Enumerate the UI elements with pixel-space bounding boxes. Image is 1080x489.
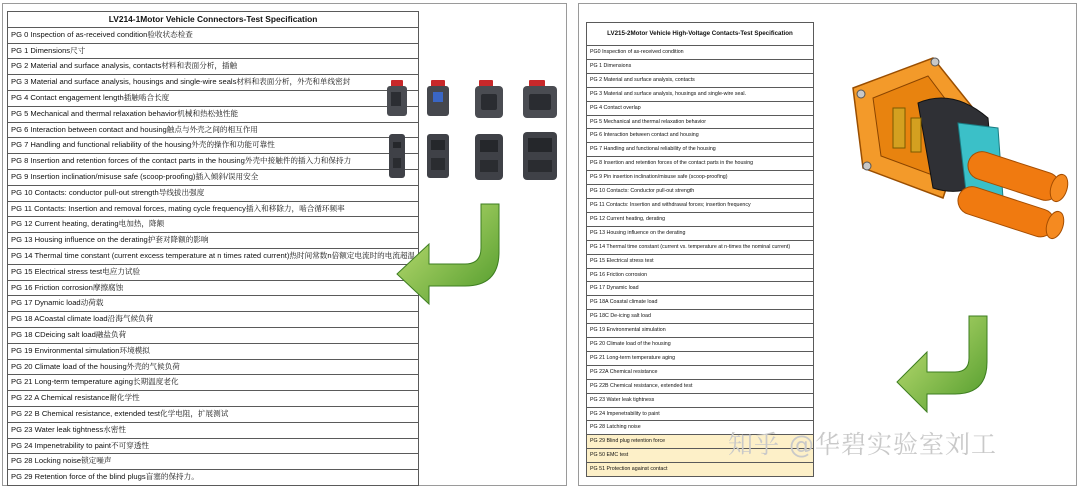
table-cell: PG 12 Current heating, derating电加热，降额 (8, 217, 419, 233)
table-cell: PG 15 Electrical stress test电应力试验 (8, 264, 419, 280)
table-row (8, 280, 419, 296)
table-row (8, 217, 419, 233)
table-cell: PG 50 EMC test (587, 449, 814, 463)
table-row (587, 351, 814, 365)
table-row (587, 379, 814, 393)
table-cell: PG 17 Dynamic load (587, 282, 814, 296)
table-cell: PG 24 Impenetrability to paint (587, 407, 814, 421)
table-cell: PG 8 Insertion and retention forces of the contact parts in the housing外壳中接触件的插入力和保持力 (8, 154, 419, 170)
table-cell: PG 4 Contact overlap (587, 101, 814, 115)
table-cell: PG 23 Water leak tightness水密性 (8, 422, 419, 438)
table-cell: PG 10 Contacts: conductor pull-out strength导线拔出强度 (8, 185, 419, 201)
table-row (587, 338, 814, 352)
green-curved-arrow-icon (395, 200, 507, 306)
table-cell: PG 22A Chemical resistance (587, 365, 814, 379)
table-row (8, 343, 419, 359)
table-row (8, 75, 419, 91)
table-cell: PG 16 Friction corrosion (587, 268, 814, 282)
table-row (8, 138, 419, 154)
table-row (8, 264, 419, 280)
table-cell: PG 14 Thermal time constant (current vs. temperature at n-times the nominal current) (587, 240, 814, 254)
table-cell: PG 6 Interaction between contact and housing触点与外壳之间的相互作用 (8, 122, 419, 138)
table-header-row (8, 12, 419, 28)
table-row (587, 46, 814, 60)
table-row (587, 365, 814, 379)
table-row (587, 143, 814, 157)
table-cell: PG 23 Water leak tightness (587, 393, 814, 407)
watermark-text: 知乎 @华碧实验室刘工 (728, 430, 997, 459)
table-row (587, 212, 814, 226)
table-cell: PG 3 Material and surface analysis, housings and single-wire seals材料和表面分析，外壳和单线密封 (8, 75, 419, 91)
table-row (587, 73, 814, 87)
table-row (8, 154, 419, 170)
table-row (587, 171, 814, 185)
table-row (587, 463, 814, 477)
table-row (8, 43, 419, 59)
table-row (8, 233, 419, 249)
table-row (587, 240, 814, 254)
table-row (587, 310, 814, 324)
table-row (587, 59, 814, 73)
table-row (8, 296, 419, 312)
table-cell: PG 5 Mechanical and thermal relaxation behavior机械和热松弛性能 (8, 106, 419, 122)
table-cell: PG 22 A Chemical resistance耐化学性 (8, 391, 419, 407)
table-row (8, 359, 419, 375)
table-row (8, 201, 419, 217)
table-cell: PG 11 Contacts: Insertion and removal forces, mating cycle frequency插入和移除力，啮合循环频率 (8, 201, 419, 217)
table-cell: PG 8 Insertion and retention forces of the contact parts in the housing (587, 157, 814, 171)
table-cell: PG 1 Dimensions (587, 59, 814, 73)
table-row (587, 393, 814, 407)
table-header-row (587, 23, 814, 46)
table-cell: PG 14 Thermal time constant (current excess temperature at n times rated current)热时间常数n倍额定电流时的电流超温 (8, 248, 419, 264)
table-row (8, 169, 419, 185)
table-cell: PG 22B Chemical resistance, extended test (587, 379, 814, 393)
table-row (8, 406, 419, 422)
table-cell: PG 6 Interaction between contact and housing (587, 129, 814, 143)
table-cell: PG 16 Friction corrosion摩擦腐蚀 (8, 280, 419, 296)
table-row (8, 106, 419, 122)
table-title: LV215-2Motor Vehicle High-Voltage Contacts-Test Specification (587, 23, 814, 46)
table-row (587, 254, 814, 268)
table-row (8, 438, 419, 454)
table-cell: PG 21 Long-term temperature aging长期温度老化 (8, 375, 419, 391)
table-row (8, 248, 419, 264)
table-cell: PG 0 Inspection of as-received condition验收状态检查 (8, 27, 419, 43)
table-cell: PG 20 Climate load of the housing (587, 338, 814, 352)
left-panel (2, 3, 567, 486)
table-row (587, 282, 814, 296)
table-row (8, 59, 419, 75)
table-cell: PG 2 Material and surface analysis, contacts材料和表面分析，插触 (8, 59, 419, 75)
table-cell: PG 51 Protection against contact (587, 463, 814, 477)
table-cell: PG 1 Dimensions尺寸 (8, 43, 419, 59)
table-row (8, 327, 419, 343)
table-cell: PG 2 Material and surface analysis, contacts (587, 73, 814, 87)
table-row (587, 226, 814, 240)
table-row (587, 268, 814, 282)
table-cell: PG 20 Climate load of the housing外壳的气候负荷 (8, 359, 419, 375)
table-cell: PG 7 Handling and functional reliability of the housing外壳的操作和功能可靠性 (8, 138, 419, 154)
right-panel (578, 3, 1077, 486)
table-row (587, 296, 814, 310)
high-voltage-connector-icon (823, 48, 1073, 248)
table-cell: PG 19 Environmental simulation环境模拟 (8, 343, 419, 359)
table-cell: PG 19 Environmental simulation (587, 324, 814, 338)
table-row (587, 129, 814, 143)
table-title: LV214-1Motor Vehicle Connectors-Test Specification (8, 12, 419, 28)
table-cell: PG 21 Long-term temperature aging (587, 351, 814, 365)
table-row (587, 157, 814, 171)
table-cell: PG 3 Material and surface analysis, housings and single-wire seal. (587, 87, 814, 101)
table-row (8, 470, 419, 486)
table-cell: PG 28 Latching noise (587, 421, 814, 435)
table-cell: PG 18C De-icing salt load (587, 310, 814, 324)
table-row (8, 422, 419, 438)
table-row (587, 324, 814, 338)
table-row (8, 391, 419, 407)
table-cell: PG 22 B Chemical resistance, extended test化学电阻，扩展测试 (8, 406, 419, 422)
table-row (587, 185, 814, 199)
lv215-spec-table (586, 22, 814, 477)
table-row (587, 101, 814, 115)
table-row (587, 87, 814, 101)
lv214-spec-table (7, 11, 419, 486)
table-cell: PG 9 Insertion inclination/misuse safe (scoop-proofing)插入倾斜/误用安全 (8, 169, 419, 185)
table-cell: PG 18A Coastal climate load (587, 296, 814, 310)
table-cell: PG 4 Contact engagement length插触啮合长度 (8, 90, 419, 106)
table-row (8, 312, 419, 328)
table-cell: PG 13 Housing influence on the derating护套对降额的影响 (8, 233, 419, 249)
table-cell: PG0 Inspection of as-received condition (587, 46, 814, 60)
table-cell: PG 28 Locking noise锁定噪声 (8, 454, 419, 470)
table-cell: PG 9 Pin insertion inclination/misuse safe (scoop-proofing) (587, 171, 814, 185)
table-cell: PG 24 Impenetrability to paint不可穿透性 (8, 438, 419, 454)
table-row (587, 407, 814, 421)
table-cell: PG 13 Housing influence on the derating (587, 226, 814, 240)
table-row (8, 27, 419, 43)
table-cell: PG 5 Mechanical and thermal relaxation behavior (587, 115, 814, 129)
connectors-photo-icon (387, 78, 565, 190)
table-row (587, 115, 814, 129)
table-cell: PG 29 Blind plug retention force (587, 435, 814, 449)
table-cell: PG 15 Electrical stress test (587, 254, 814, 268)
table-cell: PG 18 ACoastal climate load沿海气候负荷 (8, 312, 419, 328)
green-curved-arrow-icon (895, 312, 995, 414)
table-cell: PG 10 Contacts: Conductor pull-out strength (587, 185, 814, 199)
table-row (587, 198, 814, 212)
table-cell: PG 29 Retention force of the blind plugs盲塞的保持力。 (8, 470, 419, 486)
table-row (8, 185, 419, 201)
table-cell: PG 11 Contacts: Insertion and withdrawal forces; insertion frequency (587, 198, 814, 212)
table-row (8, 90, 419, 106)
table-row (8, 454, 419, 470)
table-cell: PG 12 Current heating, derating (587, 212, 814, 226)
table-cell: PG 17 Dynamic load动荷载 (8, 296, 419, 312)
table-row (8, 375, 419, 391)
table-cell: PG 7 Handling and functional reliability of the housing (587, 143, 814, 157)
table-row (8, 122, 419, 138)
table-cell: PG 18 CDeicing salt load融盐负荷 (8, 327, 419, 343)
